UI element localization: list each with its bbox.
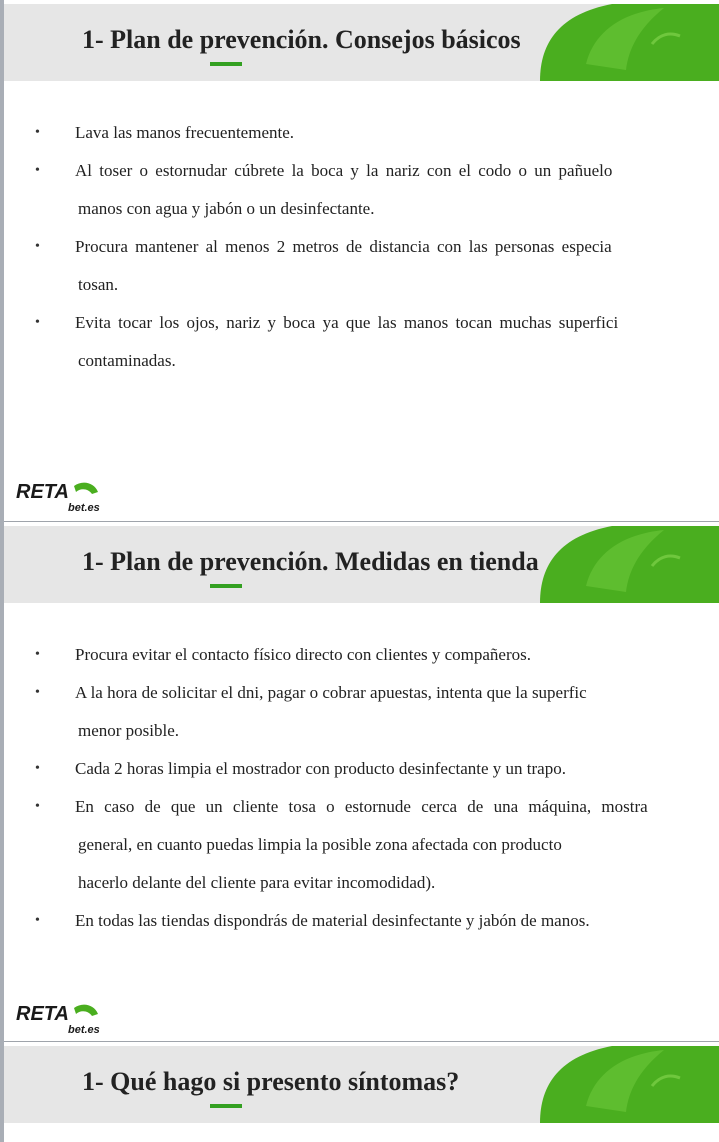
bullet-text: Evita tocar los ojos, nariz y boca ya que las manos tocan muchas superfici: [75, 313, 619, 332]
bullet-text-continuation: contaminadas.: [78, 351, 176, 370]
logo-wordmark: RETA: [16, 481, 69, 503]
slide-title: 1- Qué hago si presento síntomas?: [82, 1067, 460, 1096]
bullet-dot: •: [35, 239, 40, 254]
bullet-text: Cada 2 horas limpia el mostrador con producto desinfectante y un trapo.: [75, 759, 566, 778]
bullet-dot: •: [35, 315, 40, 330]
title-accent-underline: [210, 584, 242, 588]
bullet-dot: •: [35, 799, 40, 814]
bullet-text: A la hora de solicitar el dni, pagar o cobrar apuestas, intenta que la superfic: [75, 683, 587, 702]
slide-medidas-en-tienda: [4, 522, 719, 1042]
bullet-text-continuation: general, en cuanto puedas limpia la posible zona afectada con producto: [78, 835, 562, 854]
bullet-text: Lava las manos frecuentemente.: [75, 123, 295, 142]
bullet-text: En caso de que un cliente tosa o estornude cerca de una máquina, mostra: [75, 797, 648, 816]
bullet-text: Al toser o estornudar cúbrete la boca y la nariz con el codo o un pañuelo: [75, 161, 613, 180]
bullet-dot: •: [35, 761, 40, 776]
reta-bet-logo: [16, 1000, 126, 1038]
slide-title: 1- Plan de prevención. Medidas en tienda: [82, 547, 539, 576]
slide-consejos-basicos: [4, 0, 719, 522]
bullet-text-continuation: tosan.: [78, 275, 119, 294]
title-accent-underline: [210, 1104, 242, 1108]
bullet-dot: •: [35, 125, 40, 140]
slide-header: [4, 526, 719, 603]
bullet-dot: •: [35, 163, 40, 178]
reta-bet-logo-mark: [16, 478, 126, 516]
bullet-text-continuation: menor posible.: [78, 721, 180, 740]
bullet-dot: •: [35, 685, 40, 700]
slide-title: 1- Plan de prevención. Consejos básicos: [82, 25, 521, 54]
slide-sintomas: [4, 1042, 719, 1142]
logo-wordmark: RETA: [16, 1003, 69, 1025]
title-accent-underline: [210, 62, 242, 66]
bullet-dot: •: [35, 913, 40, 928]
bullet-text-continuation: manos con agua y jabón o un desinfectante.: [78, 199, 375, 218]
reta-bet-logo-mark: [16, 1000, 126, 1038]
bullet-text-continuation: hacerlo delante del cliente para evitar incomodidad).: [78, 873, 436, 892]
bullet-dot: •: [35, 647, 40, 662]
logo-domain: bet.es: [68, 1024, 100, 1036]
slide-header: [4, 1046, 719, 1123]
slide-header: [4, 4, 719, 81]
bullet-text: Procura mantener al menos 2 metros de distancia con las personas especia: [75, 237, 612, 256]
bullet-text: Procura evitar el contacto físico directo con clientes y compañeros.: [75, 645, 531, 664]
logo-domain: bet.es: [68, 502, 100, 514]
reta-bet-logo: [16, 478, 126, 516]
bullet-text: En todas las tiendas dispondrás de material desinfectante y jabón de manos.: [75, 911, 590, 930]
